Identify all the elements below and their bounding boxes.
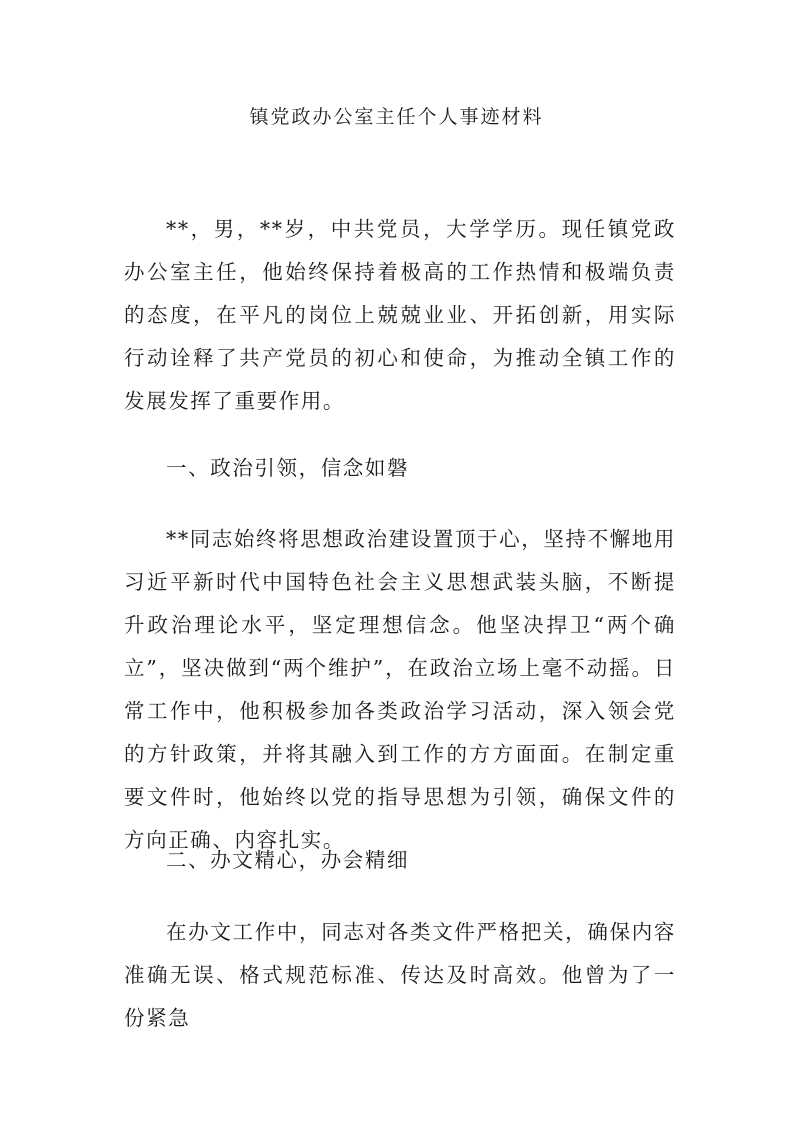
section-paragraph-document-meeting-work: 在办文工作中，同志对各类文件严格把关，确保内容准确无误、格式规范标准、传达及时高效。他曾为了一份紧急 <box>124 920 676 1030</box>
intro-paragraph: **，男，**岁，中共党员，大学学历。现任镇党政办公室主任，他始终保持着极高的工作热情和极端负责的态度，在平凡的岗位上兢兢业业、开拓创新，用实际行动诠释了共产党员的初心和使命，为推动全镇工作的发展发挥了重要作用。 <box>124 217 676 413</box>
document-title: 镇党政办公室主任个人事迹材料 <box>249 106 544 128</box>
section-paragraph-political-leadership: **同志始终将思想政治建设置顶于心，坚持不懈地用习近平新时代中国特色社会主义思想武装头脑，不断提升政治理论水平，坚定理想信念。他坚决捍卫“两个确立”，坚决做到“两个维护”，在政治立场上毫不动摇。日常工作中，他积极参加各类政治学习活动，深入领会党的方针政策，并将其融入到工作的方方面面。在制定重要文件时，他始终以党的指导思想为引领，确保文件的方向正确、内容扎实。 <box>124 527 676 852</box>
section-heading-document-meeting-work: 二、办文精心，办会精细 <box>166 848 410 872</box>
section-heading-political-leadership: 一、政治引领，信念如磐 <box>166 456 410 480</box>
